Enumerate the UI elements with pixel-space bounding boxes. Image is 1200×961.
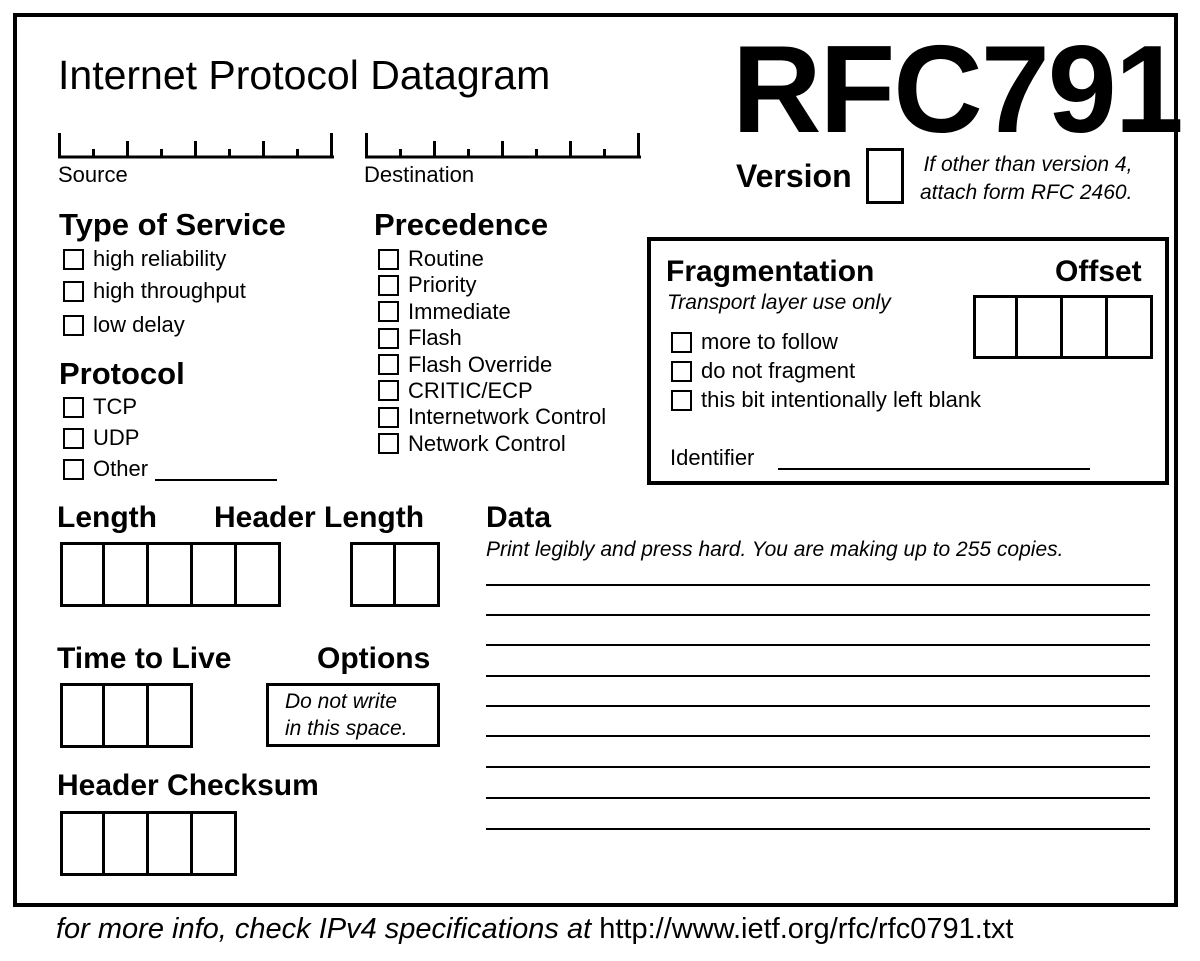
ttl-boxes [60, 683, 193, 748]
precedence-option-critic-ecp[interactable] [378, 378, 606, 404]
length-box[interactable] [193, 542, 237, 607]
data-instructions: Print legibly and press hard. You are making up to 255 copies. [486, 538, 1064, 561]
length-box[interactable] [60, 542, 105, 607]
ttl-box[interactable] [105, 683, 149, 748]
footer-url-link[interactable]: http://www.ietf.org/rfc/rfc0791.txt [599, 913, 1014, 945]
data-write-line[interactable] [486, 766, 1150, 768]
checkbox[interactable] [378, 275, 399, 296]
checkbox[interactable] [378, 354, 399, 375]
protocol-option-udp[interactable] [63, 425, 277, 451]
header-length-box[interactable] [350, 542, 396, 607]
precedence-option-routine[interactable] [378, 246, 606, 272]
option-label: Priority [408, 272, 477, 298]
version-note-line-1: If other than version 4, [923, 153, 1133, 176]
header-checksum-label: Header Checksum [57, 769, 319, 802]
checkbox[interactable] [378, 301, 399, 322]
checkbox[interactable] [63, 281, 84, 302]
length-box[interactable] [149, 542, 193, 607]
options-note-line-2: in this space. [285, 717, 408, 740]
option-label: Routine [408, 246, 484, 271]
header-length-boxes [350, 542, 440, 607]
checkbox[interactable] [378, 328, 399, 349]
options-label: Options [317, 642, 431, 675]
header-checksum-boxes [60, 811, 237, 876]
option-label: more to follow [701, 329, 838, 354]
precedence-option-priority[interactable] [378, 272, 606, 298]
precedence-options [378, 246, 606, 457]
length-label: Length [57, 501, 157, 534]
rfc-number: RFC791 [732, 21, 1182, 159]
checkbox[interactable] [63, 315, 84, 336]
checksum-box[interactable] [149, 811, 193, 876]
version-note [920, 151, 1132, 207]
protocol-options [63, 394, 277, 482]
checksum-box[interactable] [60, 811, 105, 876]
data-write-line[interactable] [486, 584, 1150, 586]
offset-box[interactable] [1108, 295, 1153, 359]
frag-option-left-blank[interactable] [671, 387, 981, 413]
fragmentation-subtitle: Transport layer use only [667, 291, 891, 314]
precedence-option-internetwork-control[interactable] [378, 404, 606, 430]
option-label: high reliability [93, 246, 227, 271]
tos-option-high-reliability[interactable] [63, 246, 246, 272]
version-label: Version [736, 158, 852, 194]
option-label: UDP [93, 425, 140, 450]
fragmentation-title: Fragmentation [666, 255, 875, 288]
data-write-line[interactable] [486, 735, 1150, 737]
fragmentation-options [671, 329, 981, 413]
data-write-line[interactable] [486, 614, 1150, 616]
option-label: do not fragment [701, 358, 856, 383]
checkbox[interactable] [671, 361, 692, 382]
version-note-line-2: attach form RFC 2460. [920, 181, 1133, 204]
precedence-option-immediate[interactable] [378, 299, 606, 325]
length-boxes [60, 542, 281, 607]
tos-option-low-delay[interactable] [63, 312, 246, 338]
option-label: Other [93, 456, 149, 481]
ttl-box[interactable] [60, 683, 105, 748]
length-box[interactable] [105, 542, 149, 607]
ttl-box[interactable] [149, 683, 193, 748]
time-to-live-label: Time to Live [57, 642, 232, 675]
option-label: CRITIC/ECP [408, 377, 533, 403]
other-protocol-blank[interactable] [155, 457, 277, 481]
header-length-box[interactable] [396, 542, 440, 607]
footer [56, 913, 1013, 946]
option-label: this bit intentionally left blank [701, 387, 982, 412]
protocol-option-other[interactable] [63, 456, 277, 482]
source-label: Source [58, 162, 128, 187]
protocol-title: Protocol [59, 356, 185, 391]
checksum-box[interactable] [105, 811, 149, 876]
checkbox[interactable] [378, 249, 399, 270]
data-label: Data [486, 501, 552, 534]
data-write-line[interactable] [486, 675, 1150, 677]
destination-label: Destination [364, 162, 475, 187]
option-label: high throughput [93, 278, 246, 303]
length-box[interactable] [237, 542, 281, 607]
identifier-line[interactable] [778, 468, 1090, 470]
checkbox[interactable] [63, 459, 84, 480]
type-of-service-options [63, 246, 246, 338]
protocol-option-tcp[interactable] [63, 394, 277, 420]
tos-option-high-throughput[interactable] [63, 278, 246, 304]
checkbox[interactable] [63, 249, 84, 270]
checkbox[interactable] [378, 407, 399, 428]
destination-tick-ruler [365, 133, 641, 159]
option-label: Internetwork Control [408, 404, 607, 430]
option-label: Network Control [408, 430, 566, 456]
footer-text: for more info, check IPv4 specifications at [56, 913, 592, 945]
option-label: TCP [93, 394, 137, 419]
option-label: Flash [408, 325, 462, 351]
option-label: Flash Override [408, 351, 553, 377]
header-length-label: Header Length [214, 501, 425, 534]
offset-label: Offset [1055, 255, 1142, 288]
options-reserved-box [266, 683, 440, 747]
type-of-service-title: Type of Service [59, 207, 286, 242]
checksum-box[interactable] [193, 811, 237, 876]
precedence-option-flash[interactable] [378, 325, 606, 351]
frag-option-more-to-follow[interactable] [671, 329, 981, 355]
precedence-option-network-control[interactable] [378, 431, 606, 457]
form-title: Internet Protocol Datagram [58, 52, 551, 98]
options-note-line-1: Do not write [285, 690, 398, 713]
data-write-line[interactable] [486, 705, 1150, 707]
precedence-option-flash-override[interactable] [378, 352, 606, 378]
checkbox[interactable] [63, 428, 84, 449]
source-tick-ruler [58, 133, 334, 159]
offset-box[interactable] [1018, 295, 1063, 359]
checkbox[interactable] [671, 390, 692, 411]
identifier-label: Identifier [670, 445, 755, 470]
destination-address-field[interactable] [365, 133, 641, 159]
checkbox[interactable] [63, 397, 84, 418]
offset-boxes [973, 295, 1153, 359]
version-input-box[interactable] [866, 148, 904, 204]
data-write-line[interactable] [486, 797, 1150, 799]
precedence-title: Precedence [374, 207, 549, 242]
option-label: low delay [93, 312, 185, 337]
option-label: Immediate [408, 298, 511, 324]
data-write-line[interactable] [486, 828, 1150, 830]
frag-option-do-not-fragment[interactable] [671, 358, 981, 384]
source-address-field[interactable] [58, 133, 334, 159]
checkbox[interactable] [671, 332, 692, 353]
checkbox[interactable] [378, 433, 399, 454]
data-write-line[interactable] [486, 644, 1150, 646]
checkbox[interactable] [378, 380, 399, 401]
offset-box[interactable] [1063, 295, 1108, 359]
